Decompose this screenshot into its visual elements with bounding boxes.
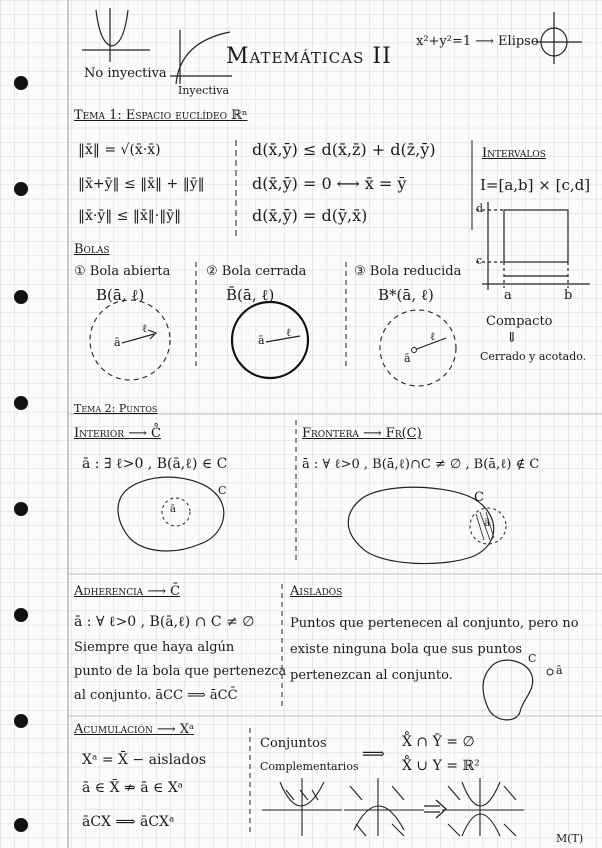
bola-reducida-title: ③ Bola reducida	[354, 264, 462, 279]
implies-arrow: ⇓	[506, 330, 518, 346]
conjuntos-eq-1: X̊ ∩ Ȳ = ∅	[402, 734, 475, 750]
tema1-heading: Tema 1: Espacio euclídeo ℝⁿ	[74, 108, 248, 123]
complementarios-heading: Complementarios	[260, 760, 359, 773]
axis-label-b: b	[564, 288, 573, 303]
frontera-heading: Frontera ⟶ Fr(C)	[302, 426, 422, 441]
adherencia-line-4: al conjunto. āCC ⟹ āCC̄	[74, 688, 238, 703]
distance-symmetric: d(x̄,ȳ) = d(ȳ,x̄)	[252, 206, 368, 225]
page-title: Matemáticas II	[226, 44, 392, 69]
conjuntos-heading: Conjuntos	[260, 736, 327, 751]
ball2-radius-label: ℓ	[286, 326, 292, 339]
adherencia-line-2: Siempre que haya algún	[74, 640, 235, 655]
axis-label-d: d	[476, 202, 484, 215]
ball2-center-label: ā	[258, 334, 265, 347]
frontera-set-label: C	[474, 490, 484, 505]
ellipse-equation: x²+y²=1 ⟶ Elipse	[416, 34, 539, 49]
ball3-center-label: ā	[404, 352, 411, 365]
cerrado-acotado-label: Cerrado y acotado.	[480, 350, 587, 363]
aislados-point-label: ā	[556, 664, 563, 677]
ball3-radius-label: ℓ	[430, 330, 436, 343]
triangle-inequality-norm: ‖x̄+ȳ‖ ≤ ‖x̄‖ + ‖ȳ‖	[78, 176, 205, 192]
punch-hole	[14, 818, 28, 832]
punch-hole	[14, 290, 28, 304]
conjuntos-arrow: ⟹	[362, 744, 385, 763]
bola-abierta-title: ① Bola abierta	[74, 264, 171, 279]
bolas-heading: Bolas	[74, 242, 110, 257]
distance-zero: d(x̄,ȳ) = 0 ⟷ x̄ = ȳ	[252, 174, 407, 193]
ball1-radius-label: ℓ	[142, 322, 148, 335]
acumulacion-heading: Acumulación ⟶ Xᵃ	[74, 722, 195, 737]
punch-hole	[14, 608, 28, 622]
acumulacion-line-1: Xᵃ = X̄ − aislados	[82, 752, 207, 768]
bola-reducida-formula: B*(ā, ℓ)	[378, 286, 434, 304]
adherencia-line-3: punto de la bola que pertenezca	[74, 664, 287, 679]
interior-point-label: ā	[170, 504, 176, 515]
aislados-line-2: existe ninguna bola que sus puntos	[290, 642, 523, 657]
frontera-definition: ā : ∀ ℓ>0 , B(ā,ℓ)∩C ≠ ∅ , B(ā,ℓ) ∉ C	[302, 457, 540, 472]
bola-cerrada-title: ② Bola cerrada	[206, 264, 307, 279]
bola-cerrada-formula: B̄(ā, ℓ)	[226, 286, 275, 304]
norm-definition: ‖x̄‖ = √(x̄·x̄)	[78, 142, 161, 158]
aislados-line-1: Puntos que pertenecen al conjunto, pero no	[290, 616, 579, 631]
label-inyectiva: Inyectiva	[178, 84, 230, 97]
label-no-inyectiva: No inyectiva	[84, 66, 167, 81]
interval-formula: I=[a,b] × [c,d]	[480, 176, 591, 194]
punch-hole	[14, 182, 28, 196]
cauchy-schwarz: ‖x̄·ȳ‖ ≤ ‖x̄‖·‖ȳ‖	[78, 208, 182, 224]
axis-label-a: a	[504, 288, 512, 303]
punch-hole	[14, 714, 28, 728]
ball1-center-label: ā	[114, 336, 121, 349]
punch-hole	[14, 396, 28, 410]
signature: M(T)	[556, 832, 584, 845]
axis-label-c: c	[476, 254, 483, 267]
aislados-heading: Aislados	[290, 584, 343, 599]
intervalos-heading: Intervalos	[482, 146, 546, 161]
punch-hole	[14, 76, 28, 90]
acumulacion-line-2: ā ∈ X̄ ⇏ ā ∈ Xᵃ	[82, 780, 184, 796]
interior-heading: Interior ⟶ C̊	[74, 426, 161, 441]
acumulacion-line-3: āCX ⟹ āCXᵃ	[82, 814, 175, 830]
punch-hole	[14, 502, 28, 516]
interior-definition: ā : ∃ ℓ>0 , B(ā,ℓ) ∈ C	[82, 456, 228, 472]
compacto-label: Compacto	[486, 314, 553, 329]
tema2-heading: Tema 2: Puntos	[74, 402, 158, 415]
frontera-point-label: ā	[484, 518, 490, 529]
distance-triangle: d(x̄,ȳ) ≤ d(x̄,z̄) + d(z̄,ȳ)	[252, 140, 436, 159]
adherencia-line-1: ā : ∀ ℓ>0 , B(ā,ℓ) ∩ C ≠ ∅	[74, 614, 255, 630]
aislados-set-label: C	[528, 652, 537, 665]
adherencia-heading: Adherencia ⟶ C̄	[74, 584, 181, 599]
interior-set-label: C	[218, 484, 227, 497]
bola-abierta-formula: B(ā, ℓ)	[96, 286, 145, 304]
conjuntos-eq-2: X̊ ∪ Y = ℝ²	[402, 758, 480, 774]
aislados-line-3: pertenezcan al conjunto.	[290, 668, 453, 683]
